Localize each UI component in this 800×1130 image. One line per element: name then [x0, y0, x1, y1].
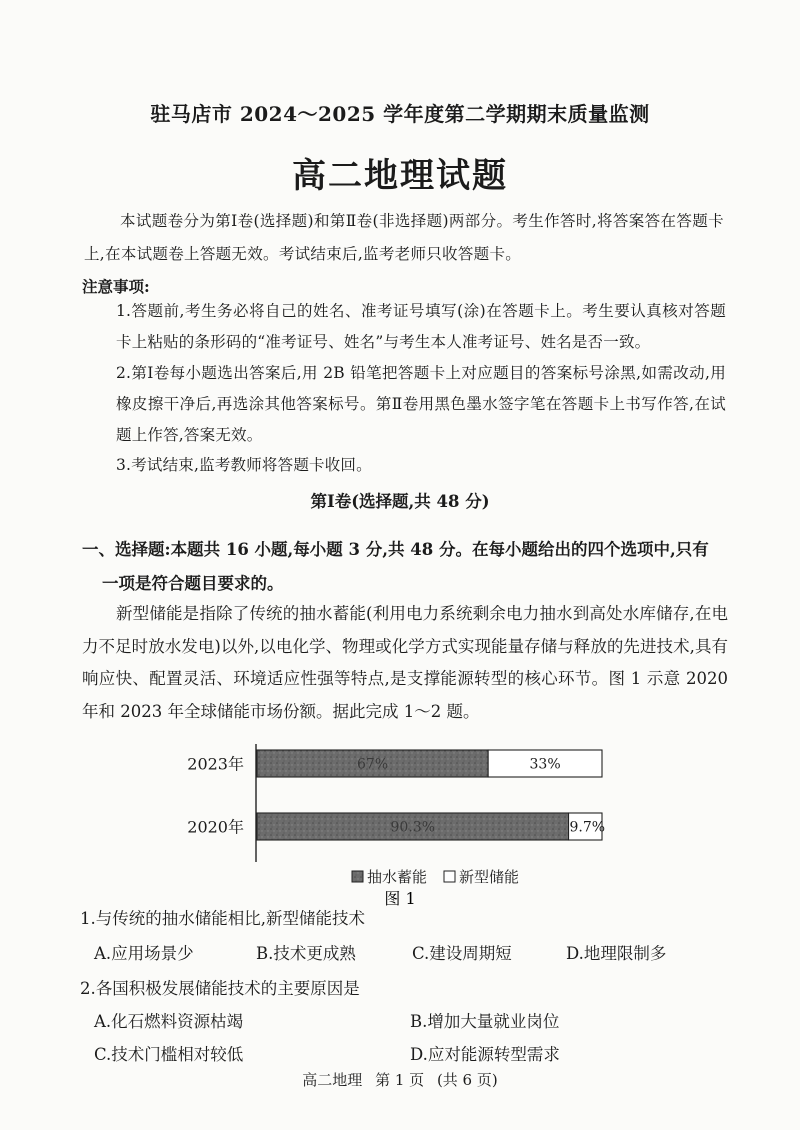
section-heading: 第Ⅰ卷(选择题,共 48 分) — [310, 492, 490, 511]
intro-paragraph: 本试题卷分为第Ⅰ卷(选择题)和第Ⅱ卷(非选择题)两部分。考生作答时,将答案答在答题卡上,在本试题卷上答题无效。考试结束后,监考老师只收答题卡。 — [84, 212, 724, 263]
data-label: 33% — [529, 756, 561, 773]
question-2-stem: 2.各国积极发展储能技术的主要原因是 — [80, 979, 360, 998]
q1-option-c: C.建设周期短 — [412, 944, 512, 963]
category-label: 2020年 — [187, 817, 244, 837]
q1-option-d: D.地理限制多 — [566, 944, 667, 963]
legend-label: 抽水蓄能 — [367, 868, 428, 886]
data-label: 67% — [357, 756, 389, 773]
note-item-text: 3.考试结束,监考教师将答题卡收回。 — [116, 456, 372, 474]
page-footer — [0, 1069, 800, 1090]
notes-label: 注意事项: — [82, 277, 150, 296]
instructions-line-1: 一、选择题:本题共 16 小题,每小题 3 分,共 48 分。在每小题给出的四个选项中,只有 — [82, 540, 709, 559]
note-item-text: 2.第Ⅰ卷每小题选出答案后,用 2B 铅笔把答题卡上对应题目的答案标号涂黑,如需改动,用橡皮擦干净后,再选涂其他答案标号。第Ⅱ卷用黑色墨水签字笔在答题卡上书写作答,在试题上作答,答案无效。 — [116, 364, 726, 444]
footer-total: (共 6 页) — [436, 1071, 498, 1089]
legend-swatch — [352, 871, 363, 882]
legend-label: 新型储能 — [459, 868, 520, 886]
question-1-stem: 1.与传统的抽水储能相比,新型储能技术 — [80, 909, 365, 928]
data-label: 90.3% — [390, 819, 436, 836]
figure-caption: 图 1 — [384, 889, 416, 908]
q2-option-d: D.应对能源转型需求 — [410, 1045, 560, 1064]
q2-option-a: A.化石燃料资源枯竭 — [94, 1012, 244, 1031]
footer-subject: 高二地理 — [302, 1071, 363, 1089]
q1-option-a: A.应用场景少 — [94, 944, 194, 963]
q2-option-c: C.技术门槛相对较低 — [94, 1045, 244, 1064]
note-item-text: 1.答题前,考生务必将自己的姓名、准考证号填写(涂)在答题卡上。考生要认真核对答题卡上粘贴的条形码的“准考证号、姓名”与考生本人准考证号、姓名是否一致。 — [116, 302, 726, 351]
q2-option-b: B.增加大量就业岗位 — [410, 1012, 560, 1031]
footer-page: 第 1 页 — [375, 1071, 425, 1089]
instructions-line-2: 一项是符合题目要求的。 — [102, 574, 284, 593]
subject-title: 高二地理试题 — [292, 156, 508, 196]
passage-text: 新型储能是指除了传统的抽水蓄能(利用电力系统剩余电力抽水到高处水库储存,在电力不足时放水发电)以外,以电化学、物理或化学方式实现能量存储与释放的先进技术,具有响应快、配置灵活、环境适应性强等特点,是支撑能源转型的核心环节。图 1 示意 2020 年和 2023 年全球储能市场份额。据此完成 1～2 题。 — [82, 604, 728, 721]
legend-swatch — [444, 871, 455, 882]
category-label: 2023年 — [187, 754, 244, 774]
q1-option-b: B.技术更成熟 — [256, 944, 356, 963]
data-label: 9.7% — [569, 819, 606, 836]
exam-title: 驻马店市 2024～2025 学年度第二学期期末质量监测 — [150, 102, 650, 126]
